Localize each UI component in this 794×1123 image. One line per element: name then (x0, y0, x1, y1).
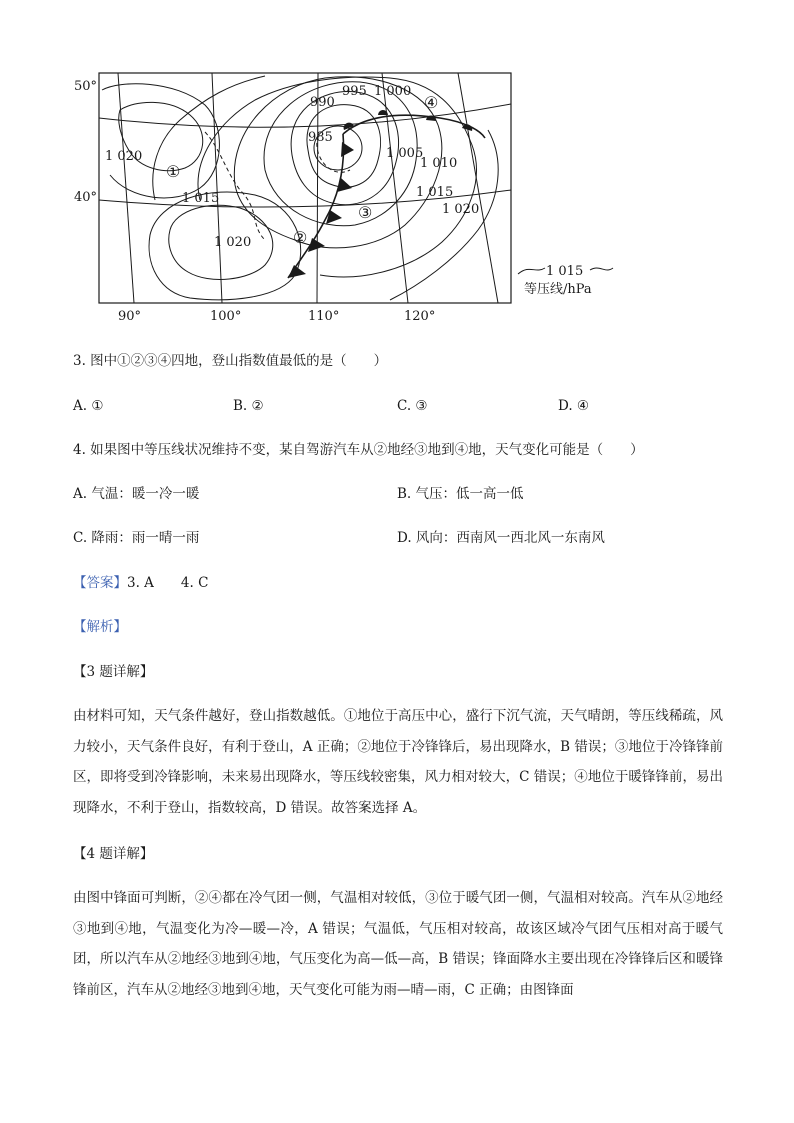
isobar-label-985: 985 (308, 130, 333, 145)
map-legend (518, 264, 613, 297)
site-label-1: ① (166, 162, 181, 181)
answer-line (73, 577, 208, 591)
lon-label-100: 100° (210, 309, 242, 324)
question-4-option-c: C. 降雨：雨一晴一雨 (73, 530, 200, 546)
lon-label-120: 120° (404, 309, 436, 324)
isobar-label-1015-east: 1 015 (416, 185, 454, 200)
lon-label-110: 110° (308, 309, 340, 324)
answer-text: 3. A 4. C (127, 575, 209, 591)
isobar-label-1005: 1 005 (386, 146, 424, 161)
question-4-option-a: A. 气温：暖一冷一暖 (73, 486, 200, 502)
question-3-stem: 3. 图中①②③④四地，登山指数值最低的是（ ） (73, 353, 388, 369)
legend-text: 等压线/hPa (524, 282, 592, 297)
isobar-label-1015-west: 1 015 (182, 191, 220, 206)
q4-detail-body: 由图中锋面可判断，②④都在冷气团一侧，气温相对较低，③位于暖气团一侧，气温相对较高。汽车从②地经③地到④地，气温变化为冷—暖—冷，A 错误；气温低，气压相对较高，故该区域冷气团气压相对高于暖气团，所以汽车从②地经③地到④地，气压变化为高—低—高，B 错误；锋面降水主要出现在冷锋锋后区和暖锋锋前区，汽车从②地经③地到④地，天气变化可能为雨—晴—雨，C 正确；由图锋面 (73, 890, 723, 998)
isobar-label-1020-south: 1 020 (214, 235, 252, 250)
question-3-option-b: B. ② (233, 398, 264, 414)
question-3-option-d: D. ④ (558, 398, 590, 414)
legend-value: 1 015 (546, 264, 584, 279)
question-4-stem: 4. 如果图中等压线状况维持不变，某自驾游汽车从②地经③地到④地，天气变化可能是（ ） (73, 442, 644, 458)
answer-label: 【答案】 (73, 575, 127, 591)
longitude-line-90 (118, 73, 134, 303)
question-3-option-a: A. ① (73, 398, 104, 414)
lon-label-90: 90° (118, 309, 142, 324)
q3-detail-heading: 【3 题详解】 (73, 664, 154, 680)
isobar-label-1000: 1 000 (374, 84, 412, 99)
question-4-option-b: B. 气压：低一高一低 (397, 486, 524, 502)
weather-map (60, 60, 640, 330)
q3-detail-body: 由材料可知，天气条件越好，登山指数越低。①地位于高压中心，盛行下沉气流，天气晴朗，等压线稀疏，风力较小，天气条件良好，有利于登山，A 正确；②地位于冷锋锋后，易出现降水，B 错误；③地位于冷锋锋前区，即将受到冷锋影响，未来易出现降水，等压线较密集，风力相对较大，C 错误；④地位于暖锋锋前，易出现降水，不利于登山，指数较高，D 错误。故答案选择 A。 (73, 708, 723, 816)
lat-label-40: 40° (74, 190, 98, 205)
question-3-option-c: C. ③ (397, 398, 428, 414)
question-4-option-d: D. 风向：西南风一西北风一东南风 (397, 530, 605, 546)
latitude-line-50 (99, 104, 511, 127)
site-label-3: ③ (358, 203, 373, 222)
weather-map-svg (60, 60, 640, 330)
analysis-label: 【解析】 (73, 619, 127, 635)
site-label-2: ② (293, 228, 308, 247)
site-label-4: ④ (424, 93, 439, 112)
longitude-line-100 (212, 73, 222, 303)
q4-detail-heading: 【4 题详解】 (73, 846, 154, 862)
isobar-label-990: 990 (310, 95, 335, 110)
isobar-label-995: 995 (342, 84, 367, 99)
isobar-label-1020-west: 1 020 (105, 149, 143, 164)
lat-label-50: 50° (74, 79, 98, 94)
isobar-label-1010: 1 010 (420, 156, 458, 171)
isobar-label-1020-east: 1 020 (442, 202, 480, 217)
